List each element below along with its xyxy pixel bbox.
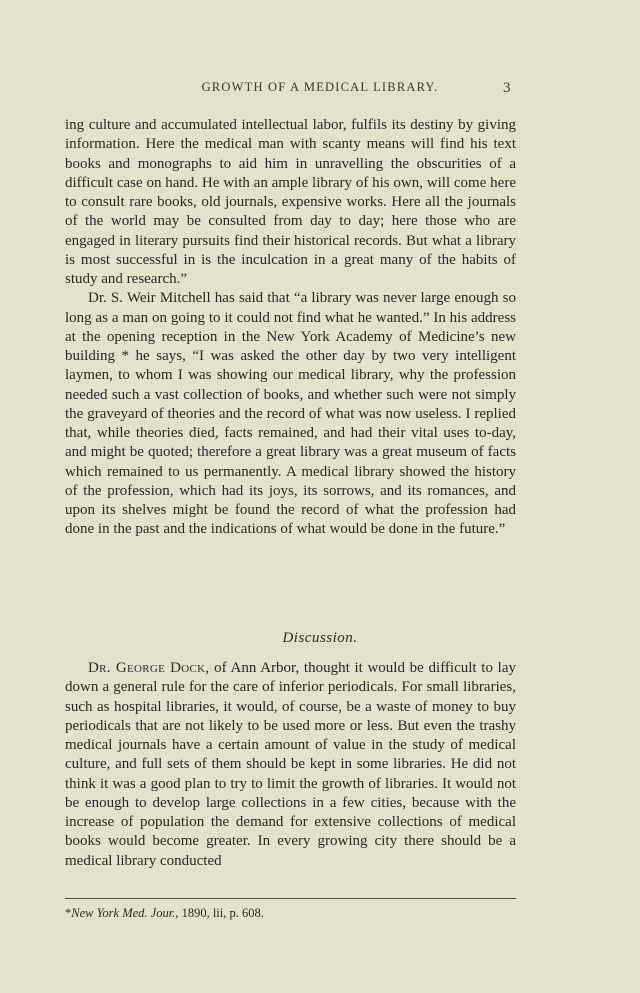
footnote-citation: 1890, lii, p. 608. <box>178 906 264 920</box>
footnote-source: New York Med. Jour., <box>71 906 179 920</box>
footnote-rule <box>65 898 516 899</box>
footnote-marker: * <box>65 906 72 920</box>
main-text <box>65 116 516 540</box>
running-head: GROWTH OF A MEDICAL LIBRARY. <box>201 80 439 94</box>
paragraph-continued: ing culture and accumulated intellectual labor, fulfils its destiny by giving information. Here the medical man with scanty means will find his text books and monographs to aid him in unravelling the obscurities of a difficult case on hand. He with an ample library of his own, will come here to consult rare books, old journals, expensive works. Here all the journals of the world may be consulted from day to day; here those who are engaged in literary pursuits find their historical records. But what a library is most successful in is the inculcation in a great many of the habits of study and research.” <box>65 117 516 287</box>
discussion-text <box>65 659 516 871</box>
section-heading-discussion: Discussion. <box>282 630 358 646</box>
page-number: 3 <box>503 80 511 96</box>
footnote <box>65 905 516 921</box>
discussion-body: of Ann Arbor, thought it would be difficult to lay down a general rule for the care of inferior periodicals. For small libraries, such as hospital libraries, it would, of course, be a waste of money to buy periodicals that are not likely to be used more or less. But even the trashy medical journals have a certain amount of value in the study of medical culture, and full sets of them should be kept in some libraries. He did not think it was a good plan to try to limit the growth of libraries. It would not be enough to develop large collections in a few cities, because with the increase of population the demand for extensive collections of medical books would become greater. In every growing city there should be a medical library conducted <box>65 660 516 869</box>
paragraph-mitchell-quote: Dr. S. Weir Mitchell has said that “a library was never large enough so long as a man on going to it could not find what he wanted.” In his address at the opening reception in the New York Academy of Medicine’s new building * he says, “I was asked the other day by two very intelligent laymen, to whom I was showing our medical library, why the profession needed such a vast collection of books, and whether such were not simply the graveyard of theories and the record of what was now useless. I replied that, while theories died, facts remained, and had their vital uses to-day, and might be quoted; therefore a great library was a great museum of facts which remained to us permanently. A medical library showed the history of the profession, which had its joys, its sorrows, and its romances, and upon its shelves might be found the record of what the profession had done in the past and the indications of what would be done in the future.” <box>65 290 516 538</box>
speaker-name: Dr. George Dock, <box>88 660 210 676</box>
discussion-paragraph <box>65 659 516 871</box>
